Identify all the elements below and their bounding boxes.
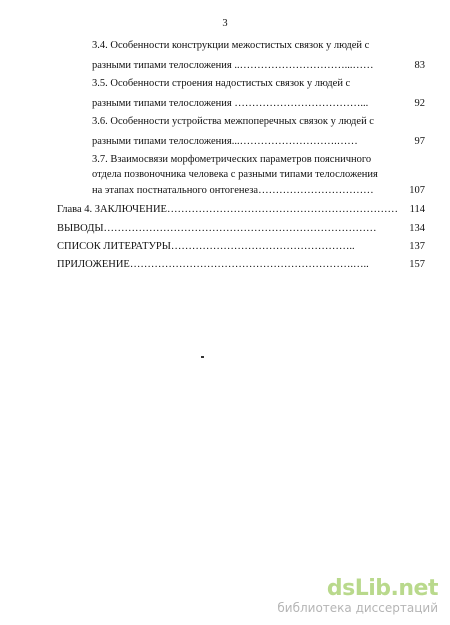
toc-entry-text: Глава 4. ЗАКЛЮЧЕНИЕ………………………………………………………… bbox=[57, 204, 398, 215]
toc-entry-line bbox=[92, 134, 358, 150]
toc-entry-text: на этапах постнатального онтогенеза…………………………… bbox=[92, 185, 374, 196]
toc-page-number: 83 bbox=[414, 60, 425, 71]
toc-entry-text: разными типами телосложения ..…………………………...…… bbox=[92, 60, 374, 71]
toc-entry-line bbox=[92, 58, 373, 74]
toc-page-number: 97 bbox=[414, 136, 425, 147]
toc-entry-line bbox=[92, 183, 374, 199]
toc-entry-text: 3.6. Особенности устройства межпоперечных связок у людей с bbox=[92, 116, 374, 127]
toc-page-number: 134 bbox=[409, 223, 425, 234]
toc-entry-line bbox=[92, 76, 350, 92]
toc-page-number: 92 bbox=[414, 98, 425, 109]
toc-page-number: 107 bbox=[409, 185, 425, 196]
scan-speck bbox=[201, 356, 204, 358]
toc-entry-references bbox=[57, 239, 355, 255]
watermark bbox=[277, 577, 438, 615]
toc-entry-text: 3.4. Особенности конструкции межостистых связок у людей с bbox=[92, 40, 370, 51]
toc-entry-text: ПРИЛОЖЕНИЕ……………………………………………………….….. bbox=[57, 259, 369, 270]
toc-entry-chapter-4 bbox=[57, 202, 398, 218]
toc-entry-appendix bbox=[57, 257, 369, 273]
toc-entry-text: разными типами телосложения ………………………………... bbox=[92, 98, 369, 109]
toc-entry-text: ВЫВОДЫ…………………………………………………………………… bbox=[57, 223, 377, 234]
toc-entry-text: 3.7. Взаимосвязи морфометрических параметров поясничного bbox=[92, 154, 372, 165]
toc-entry-text: отдела позвоночника человека с разными типами телосложения bbox=[92, 169, 378, 180]
watermark-subtitle: библиотека диссертаций bbox=[277, 601, 438, 615]
toc-entry-text: СПИСОК ЛИТЕРАТУРЫ…………………………………………….. bbox=[57, 241, 355, 252]
toc-entry-line bbox=[92, 96, 368, 112]
toc-entry-line bbox=[92, 167, 378, 183]
page-number: 3 bbox=[222, 18, 228, 29]
toc-entry-text: 3.5. Особенности строения надостистых связок у людей с bbox=[92, 78, 351, 89]
toc-entry-line bbox=[92, 152, 371, 168]
toc-entry-conclusions bbox=[57, 221, 377, 237]
toc-page-number: 157 bbox=[409, 259, 425, 270]
watermark-logo: dsLib.net bbox=[326, 576, 438, 601]
toc-entry-line bbox=[92, 38, 404, 54]
toc-entry-text: разными типами телосложения...……………………….…… bbox=[92, 136, 358, 147]
toc-page-number: 114 bbox=[409, 204, 425, 215]
toc-page-number: 137 bbox=[409, 241, 425, 252]
toc-entry-line bbox=[92, 114, 374, 130]
